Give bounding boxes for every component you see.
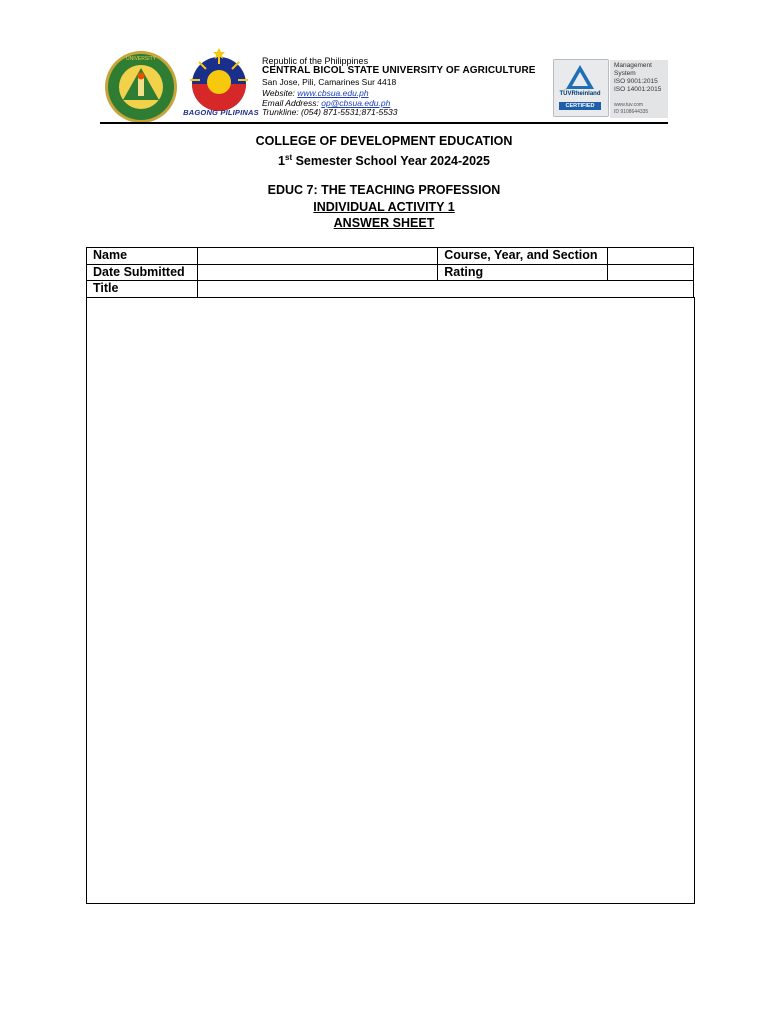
website-label: Website: [262,88,298,98]
semester-number: 1 [278,154,285,169]
cert-small-line: www.tuv.com [614,102,644,108]
university-name: CENTRAL BICOL STATE UNIVERSITY OF AGRICULTURE [262,65,536,76]
bagong-pilipinas-logo [180,46,258,112]
name-field[interactable] [197,248,437,265]
name-label: Name [87,248,198,265]
course-label: Course, Year, and Section [438,248,608,265]
course-field[interactable] [608,248,694,265]
semester-text: Semester School Year 2024-2025 [292,154,490,169]
university-address: San Jose, Pili, Camarines Sur 4418 [262,77,397,87]
student-info-table [86,247,694,298]
answer-area[interactable] [86,297,695,904]
course-title: EDUC 7: THE TEACHING PROFESSION [267,183,501,197]
header-divider [100,122,668,124]
cert-line: System [614,70,636,77]
title-field[interactable] [197,281,693,298]
table-row [87,264,694,281]
email-label: Email Address: [262,98,322,108]
bagong-pilipinas-text: BAGONG PILIPINAS [183,108,259,117]
college-heading: COLLEGE OF DEVELOPMENT EDUCATION [255,134,513,148]
title-label: Title [87,281,198,298]
website-link[interactable]: www.cbsua.edu.ph [297,88,369,98]
activity-title: INDIVIDUAL ACTIVITY 1 [313,200,455,214]
email-link[interactable]: op@cbsua.edu.ph [321,98,391,108]
tuv-triangle-icon [565,64,595,90]
university-seal [104,50,178,124]
table-row [87,248,694,265]
semester-heading [0,150,768,169]
cert-line: ISO 14001:2015 [614,86,662,93]
date-field[interactable] [197,264,437,281]
semester-suffix: st [285,153,293,162]
date-label: Date Submitted [87,264,198,281]
website-line [262,88,369,98]
tuv-brand: TÜVRheinland [559,91,601,97]
cert-line: Management [614,62,652,69]
table-row [87,281,694,298]
rating-field[interactable] [608,264,694,281]
rating-label: Rating [438,264,608,281]
tuv-certified-label: CERTIFIED [559,102,601,110]
trunkline-line: Trunkline: (054) 871-5531;871-5533 [262,107,398,117]
republic-line: Republic of the Philippines [262,56,369,66]
answer-sheet-title: ANSWER SHEET [333,216,435,230]
cert-line: ISO 9001:2015 [614,78,658,85]
cert-small-line: ID 9108644335 [614,109,649,115]
svg-text:UNIVERSITY: UNIVERSITY [125,56,157,62]
